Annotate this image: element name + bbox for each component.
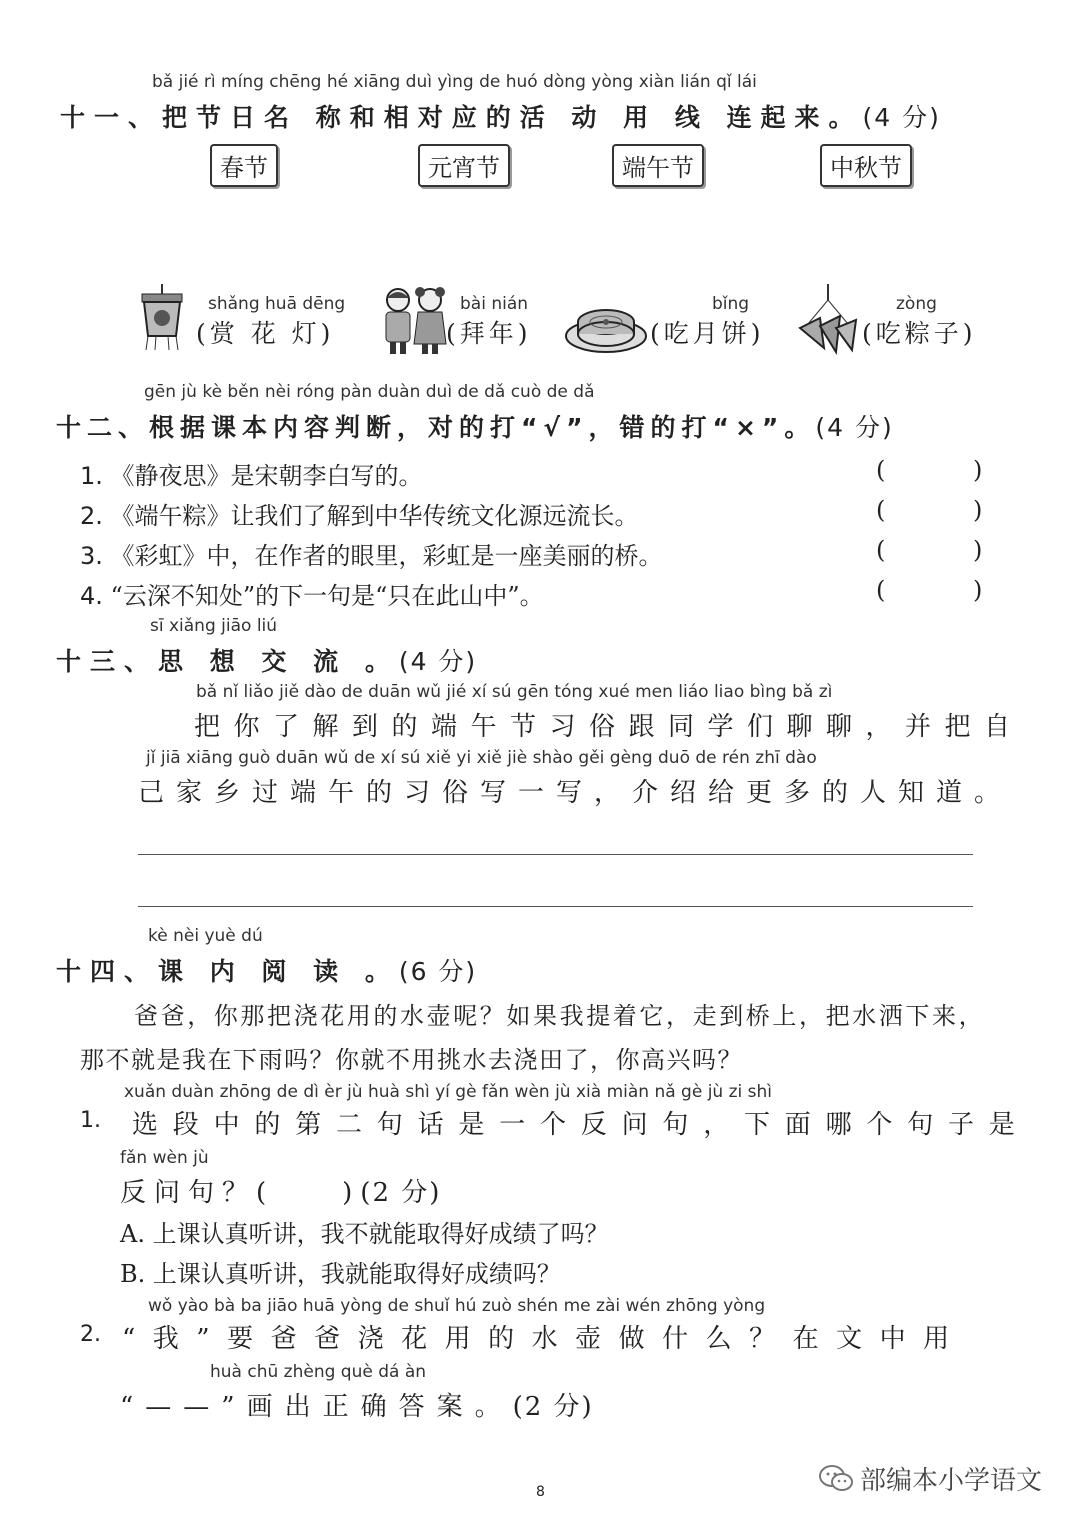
- q12-answer-1[interactable]: ( ): [876, 456, 1023, 484]
- q12-item-3-text: 《彩虹》中，在作者的眼里，彩虹是一座美丽的桥。: [110, 542, 663, 570]
- q14-sub1-question[interactable]: 反问句？( ): [120, 1178, 361, 1208]
- activity-4-pinyin: zòng: [896, 294, 937, 314]
- q13-line2: 己家乡过端午的习俗写一写，介绍给更多的人知道。: [138, 778, 1013, 808]
- q14-score: (6 分): [398, 957, 478, 986]
- q11-score: (4 分): [862, 103, 941, 132]
- festival-box-1[interactable]: 春节: [210, 144, 278, 187]
- festival-box-3[interactable]: 端午节: [612, 144, 704, 187]
- q14-sub1-score: (2 分): [360, 1178, 442, 1208]
- q12-answer-3[interactable]: ( ): [876, 536, 1023, 564]
- q12-item-1-num: 1.: [80, 462, 103, 490]
- q14-option-a[interactable]: A. 上课认真听讲，我不就能取得好成绩了吗？: [120, 1220, 609, 1248]
- q14-sub2-pinyin2: huà chū zhèng què dá àn: [210, 1362, 427, 1382]
- q12-title: [56, 408, 894, 444]
- q12-item-4: [80, 576, 544, 611]
- q14-sub2-num: 2.: [80, 1322, 101, 1347]
- q14-sub1-pinyin2: fǎn wèn jù: [120, 1148, 209, 1168]
- q14-sub2-score: (2 分): [512, 1392, 594, 1422]
- q14-title: [56, 952, 477, 988]
- q13-title: [56, 642, 477, 678]
- q14-sub1-pinyin: xuǎn duàn zhōng de dì èr jù huà shì yí gè fǎn wèn jù xià miàn nǎ gè jù zi shì: [124, 1082, 773, 1102]
- activity-1-pinyin: shǎng huā dēng: [208, 294, 346, 314]
- mooncake-icon: [563, 292, 649, 356]
- activity-3-pinyin: bǐng: [712, 294, 750, 314]
- q12-title-text: 十二、根据课本内容判断，对的打“√”，错的打“×”。: [56, 413, 816, 442]
- watermark-text: 部编本小学语文: [860, 1466, 1043, 1496]
- q12-answer-2[interactable]: ( ): [876, 496, 1023, 524]
- q12-item-3-num: 3.: [80, 542, 103, 570]
- q13-line2-pinyin: jǐ jiā xiāng guò duān wǔ de xí sú xiě yi xiě jiè shào gěi gèng duō de rén zhī dào: [146, 748, 817, 768]
- zongzi-icon: [796, 284, 860, 358]
- q12-item-3: [80, 536, 663, 571]
- q12-item-4-num: 4.: [80, 582, 103, 610]
- activity-2-label[interactable]: (拜年): [446, 319, 532, 348]
- q14-sub1-num: 1.: [80, 1108, 101, 1133]
- q14-title-text: 十四、课 内 阅 读 。: [56, 957, 399, 986]
- q14-sub2-line1: “我”要爸爸浇花用的水壶做什么？在文中用: [122, 1324, 967, 1354]
- new-year-kids-icon: [380, 286, 448, 356]
- q11-title: [60, 98, 941, 134]
- q12-item-4-text: “云深不知处”的下一句是“只在此山中”。: [110, 582, 544, 610]
- q12-item-2-num: 2.: [80, 502, 103, 530]
- activity-3-label[interactable]: (吃月饼): [650, 319, 765, 348]
- q14-passage-line2: 那不就是我在下雨吗？你就不用挑水去浇田了，你高兴吗？: [80, 1046, 743, 1074]
- watermark: [818, 1460, 1042, 1497]
- wechat-icon: [818, 1464, 854, 1494]
- q14-passage-line1: 爸爸，你那把浇花用的水壶呢？如果我提着它，走到桥上，把水洒下来，: [134, 1002, 986, 1030]
- q13-score: (4 分): [398, 647, 478, 676]
- q12-answer-4[interactable]: ( ): [876, 576, 1023, 604]
- q12-item-2-text: 《端午粽》让我们了解到中华传统文化源远流长。: [110, 502, 639, 530]
- q12-item-2: [80, 496, 639, 531]
- q14-sub2-pinyin: wǒ yào bà ba jiāo huā yòng de shuǐ hú zuò shén me zài wén zhōng yòng: [148, 1296, 766, 1316]
- activity-4-label[interactable]: (吃粽子): [862, 319, 977, 348]
- q13-pinyin: sī xiǎng jiāo liú: [150, 616, 278, 636]
- q14-option-b[interactable]: B. 上课认真听讲，我就能取得好成绩吗？: [120, 1260, 561, 1288]
- answer-line-2[interactable]: [138, 906, 973, 907]
- q14-sub1-line2: [120, 1172, 441, 1209]
- q11-title-text: 十一、把节日名 称和相对应的活 动 用 线 连起来。: [60, 103, 863, 132]
- festival-box-2[interactable]: 元宵节: [418, 144, 510, 187]
- q14-sub2-question: “——”画出正确答案。: [120, 1392, 513, 1422]
- q13-title-text: 十三、思 想 交 流 。: [56, 647, 399, 676]
- q13-line1: 把你了解到的端午节习俗跟同学们聊聊，并把自: [194, 712, 1024, 742]
- activity-1-label[interactable]: (赏 花 灯): [196, 319, 335, 348]
- q12-item-1-text: 《静夜思》是宋朝李白写的。: [110, 462, 423, 490]
- q12-score: (4 分): [815, 413, 894, 442]
- q12-item-1: [80, 456, 423, 491]
- q14-pinyin: kè nèi yuè dú: [148, 926, 263, 946]
- q14-sub1-line1: 选段中的第二句话是一个反问句，下面哪个句子是: [132, 1110, 1030, 1140]
- festival-box-4[interactable]: 中秋节: [820, 144, 912, 187]
- lantern-icon: [136, 284, 188, 352]
- page-number: 8: [536, 1484, 545, 1500]
- q12-pinyin: gēn jù kè běn nèi róng pàn duàn duì de dǎ cuò de dǎ: [144, 382, 595, 402]
- activity-2-pinyin: bài nián: [460, 294, 529, 314]
- q13-line1-pinyin: bǎ nǐ liǎo jiě dào de duān wǔ jié xí sú gēn tóng xué men liáo liao bìng bǎ zì: [196, 682, 833, 702]
- q11-pinyin: bǎ jié rì míng chēng hé xiāng duì yìng de huó dòng yòng xiàn lián qǐ lái: [152, 72, 757, 92]
- q14-sub2-line2: [120, 1386, 594, 1423]
- answer-line-1[interactable]: [138, 854, 973, 855]
